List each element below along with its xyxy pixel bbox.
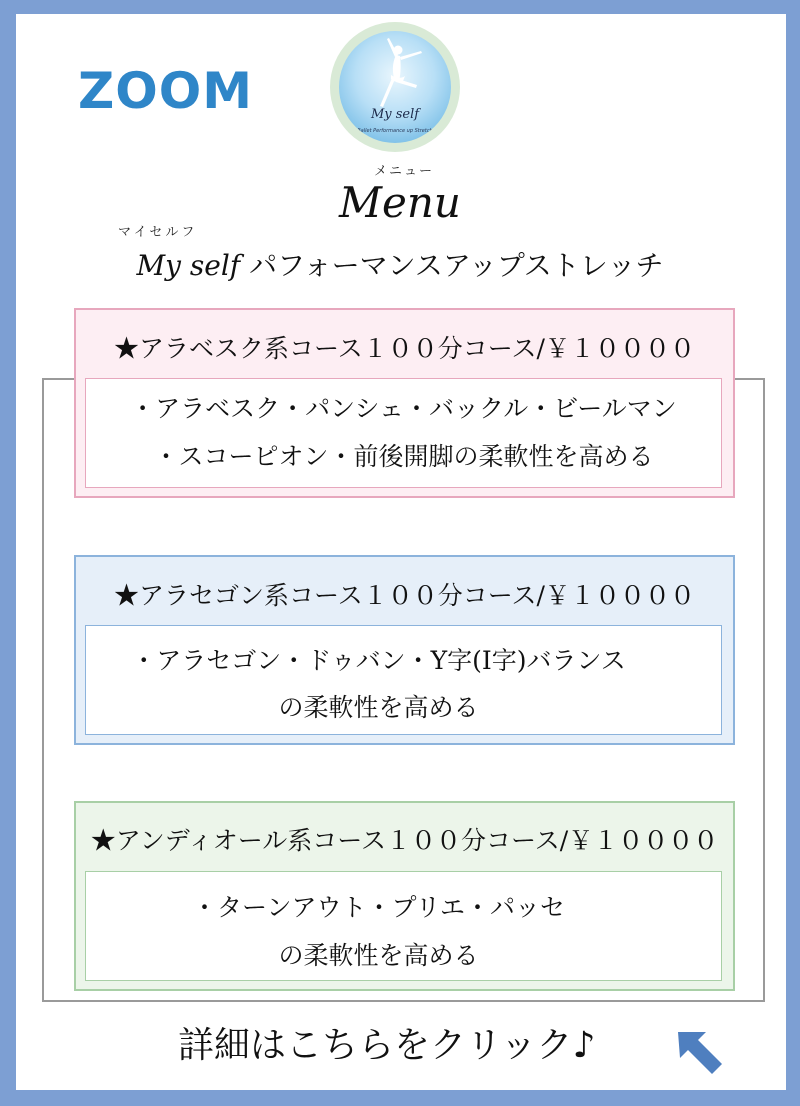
course-description-box [85, 871, 722, 981]
course-description-line: ・ターンアウト・プリエ・パッセ [191, 893, 565, 922]
page-subtitle [0, 244, 800, 284]
course-card-a-la-seconde[interactable] [74, 555, 735, 745]
course-description-line: の柔軟性を高める [278, 941, 479, 970]
course-description-line: の柔軟性を高める [278, 693, 479, 722]
course-card-arabesque[interactable] [74, 308, 735, 498]
course-description-line: ・スコーピオン・前後開脚の柔軟性を高める [153, 442, 654, 471]
zoom-label: ZOOM [78, 62, 254, 120]
subtitle-ruby: マイセルフ [118, 225, 198, 240]
subtitle-brand: My self [136, 249, 241, 282]
course-card-en-dehors[interactable] [74, 801, 735, 991]
course-description-line: ・アラセゴン・ドゥバン・Y字(I字)バランス [131, 646, 626, 675]
arrow-up-left-icon[interactable] [672, 1026, 726, 1076]
ballerina-icon [365, 37, 425, 109]
course-title: ★アンディオール系コース１００分コース/￥１００００ [90, 826, 719, 855]
course-description-line: ・アラベスク・パンシェ・バックル・ビールマン [130, 394, 677, 423]
course-description-box [85, 378, 722, 488]
menu-title: Menu [339, 178, 461, 227]
logo-tagline: Ballet Performance up Stretch [357, 128, 433, 134]
course-description-box [85, 625, 722, 735]
myself-logo[interactable] [330, 22, 460, 152]
subtitle-text: パフォーマンスアップストレッチ [240, 249, 664, 282]
logo-badge [339, 31, 451, 143]
course-title: ★アラベスク系コース１００分コース/￥１００００ [114, 334, 695, 363]
logo-name: My self [370, 107, 420, 122]
course-title: ★アラセゴン系コース１００分コース/￥１００００ [114, 581, 695, 610]
menu-ruby: メニュー [373, 164, 434, 179]
details-link[interactable]: 詳細はこちらをクリック♪ [178, 1025, 596, 1066]
